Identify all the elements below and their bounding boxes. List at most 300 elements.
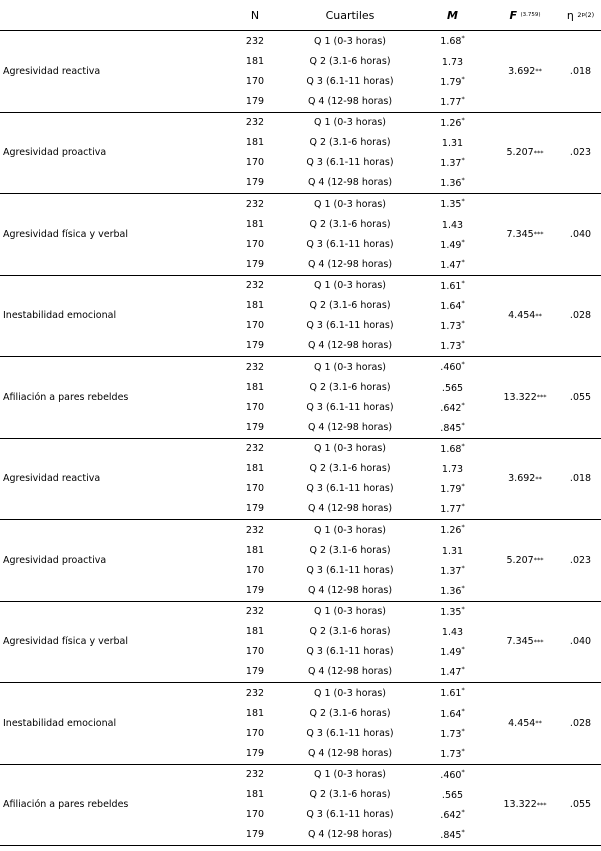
cell-n: 181: [245, 55, 265, 67]
f-value: 3.692: [508, 65, 536, 77]
cell-f: [490, 31, 560, 112]
cell-n: 232: [245, 35, 265, 47]
quartile-rows: [225, 113, 490, 194]
cell-n: 170: [245, 564, 265, 576]
cell-quartile: Q 1 (0-3 horas): [313, 117, 387, 129]
table-row: [225, 683, 490, 703]
cell-quartile: Q 1 (0-3 horas): [313, 280, 387, 292]
cell-quartile: Q 4 (12-98 horas): [307, 421, 393, 433]
table-row: [225, 560, 490, 580]
cell-mean: [415, 686, 490, 699]
cell-mean: [415, 727, 490, 740]
cell-n: 170: [245, 238, 265, 250]
cell-quartile: Q 3 (6.1-11 horas): [306, 646, 394, 658]
mean-value: 1.31: [441, 138, 464, 150]
mean-value: .460: [440, 770, 462, 782]
header-eta: [560, 0, 601, 30]
cell-quartile: Q 2 (3.1-6 horas): [309, 381, 391, 393]
mean-value: 1.64: [440, 708, 462, 720]
cell-mean: [415, 116, 490, 129]
cell-quartile: Q 4 (12-98 horas): [307, 503, 393, 515]
cell-n: 170: [245, 809, 265, 821]
table-group: [0, 31, 601, 113]
cell-quartile: Q 1 (0-3 horas): [313, 606, 387, 618]
significance-mark: *: [461, 34, 465, 43]
cell-mean: [415, 75, 490, 88]
cell-mean: [415, 218, 490, 231]
cell-quartile: Q 2 (3.1-6 horas): [309, 626, 391, 638]
cell-quartile: Q 4 (12-98 horas): [307, 666, 393, 678]
mean-value: 1.77: [440, 504, 462, 516]
cell-n: 179: [245, 258, 265, 270]
cell-n: 170: [245, 483, 265, 495]
cell-mean: [415, 788, 490, 801]
header-m: [415, 0, 490, 30]
header-eta-label: η: [566, 8, 574, 22]
header-m-label: M: [447, 8, 458, 22]
mean-value: 1.36: [440, 586, 462, 598]
table-row: [225, 234, 490, 254]
cell-n: 181: [245, 544, 265, 556]
table-row: [225, 520, 490, 540]
mean-value: 1.49: [440, 239, 462, 251]
cell-quartile: Q 2 (3.1-6 horas): [309, 707, 391, 719]
f-value: 13.322: [503, 391, 537, 403]
mean-value: 1.37: [440, 158, 462, 170]
cell-f: [490, 520, 560, 601]
cell-quartile: Q 2 (3.1-6 horas): [309, 789, 391, 801]
header-eta-sub: p: [581, 12, 585, 18]
significance-mark: *: [461, 319, 465, 328]
cell-n: 232: [245, 198, 265, 210]
cell-n: 179: [245, 503, 265, 515]
mean-value: .565: [441, 382, 464, 394]
table-group: [0, 357, 601, 439]
cell-quartile: Q 2 (3.1-6 horas): [309, 55, 391, 67]
table-row: [225, 254, 490, 274]
significance-mark: *: [461, 94, 465, 103]
table-row: [225, 113, 490, 133]
cell-mean: [415, 156, 490, 169]
f-significance: **: [535, 474, 542, 483]
mean-value: 1.73: [440, 749, 462, 761]
significance-mark: *: [461, 686, 465, 695]
cell-quartile: Q 1 (0-3 horas): [313, 769, 387, 781]
significance-mark: *: [461, 441, 465, 450]
quartile-rows: [225, 276, 490, 357]
cell-n: 181: [245, 626, 265, 638]
cell-mean: [415, 197, 490, 210]
cell-mean: [415, 564, 490, 577]
significance-mark: *: [461, 726, 465, 735]
quartile-rows: [225, 520, 490, 601]
significance-mark: *: [461, 706, 465, 715]
cell-n: 179: [245, 829, 265, 841]
cell-quartile: Q 3 (6.1-11 horas): [306, 75, 394, 87]
cell-n: 232: [245, 687, 265, 699]
variable-name: Agresividad proactiva: [3, 147, 107, 159]
cell-mean: [415, 299, 490, 312]
header-n: N: [250, 8, 260, 22]
cell-quartile: Q 3 (6.1-11 horas): [306, 564, 394, 576]
mean-value: 1.31: [441, 545, 464, 557]
significance-mark: *: [461, 828, 465, 837]
mean-value: 1.68: [440, 36, 462, 48]
significance-mark: *: [461, 156, 465, 165]
cell-mean: [415, 238, 490, 251]
f-significance: **: [535, 719, 542, 728]
cell-n: 179: [245, 421, 265, 433]
f-value: 4.454: [508, 310, 536, 322]
cell-eta: .018: [569, 473, 592, 485]
variable-name: Inestabilidad emocional: [3, 717, 117, 729]
cell-n: 232: [245, 443, 265, 455]
f-value: 7.345: [506, 228, 534, 240]
cell-mean: [415, 544, 490, 557]
cell-f: [490, 276, 560, 357]
cell-quartile: Q 4 (12-98 horas): [307, 95, 393, 107]
table-row: [225, 316, 490, 336]
f-value: 5.207: [506, 554, 534, 566]
mean-value: 1.73: [440, 728, 462, 740]
significance-mark: *: [461, 523, 465, 532]
cell-n: 179: [245, 340, 265, 352]
cell-n: 179: [245, 177, 265, 189]
cell-n: 181: [245, 381, 265, 393]
table-row: [225, 499, 490, 519]
mean-value: 1.73: [441, 464, 464, 476]
cell-n: 170: [245, 157, 265, 169]
cell-n: 181: [245, 218, 265, 230]
cell-mean: [415, 381, 490, 394]
table-row: [225, 397, 490, 417]
cell-quartile: Q 3 (6.1-11 horas): [306, 401, 394, 413]
mean-value: 1.47: [440, 667, 462, 679]
mean-value: 1.26: [440, 525, 462, 537]
table-row: [225, 662, 490, 682]
mean-value: 1.79: [440, 76, 462, 88]
cell-quartile: Q 1 (0-3 horas): [313, 687, 387, 699]
cell-n: 181: [245, 789, 265, 801]
quartile-rows: [225, 357, 490, 438]
cell-n: 232: [245, 117, 265, 129]
significance-mark: *: [461, 339, 465, 348]
table-group: [0, 765, 601, 847]
cell-quartile: Q 1 (0-3 horas): [313, 361, 387, 373]
mean-value: 1.68: [440, 444, 462, 456]
significance-mark: *: [461, 400, 465, 409]
quartile-rows: [225, 31, 490, 112]
variable-name: Afiliación a pares rebeldes: [3, 391, 129, 403]
cell-mean: [415, 279, 490, 292]
cell-n: 232: [245, 606, 265, 618]
table-group: [0, 683, 601, 765]
cell-eta: .040: [569, 228, 592, 240]
cell-mean: [415, 625, 490, 638]
cell-eta: .055: [569, 799, 592, 811]
mean-value: 1.73: [440, 321, 462, 333]
f-value: 13.322: [503, 799, 537, 811]
mean-value: 1.43: [441, 627, 464, 639]
cell-n: 181: [245, 300, 265, 312]
table-group: [0, 276, 601, 358]
cell-mean: [415, 523, 490, 536]
cell-mean: [415, 421, 490, 434]
table-body: [0, 31, 601, 846]
cell-n: 170: [245, 646, 265, 658]
cell-f: [490, 602, 560, 683]
cell-quartile: Q 2 (3.1-6 horas): [309, 218, 391, 230]
cell-eta: .023: [569, 554, 592, 566]
table-group: [0, 194, 601, 276]
cell-n: 232: [245, 769, 265, 781]
cell-mean: [415, 768, 490, 781]
f-value: 5.207: [506, 147, 534, 159]
cell-n: 179: [245, 666, 265, 678]
cell-n: 179: [245, 95, 265, 107]
cell-quartile: Q 3 (6.1-11 horas): [306, 809, 394, 821]
variable-name: Agresividad física y verbal: [3, 228, 128, 240]
cell-eta: .018: [569, 65, 592, 77]
table-row: [225, 31, 490, 51]
cell-n: 181: [245, 137, 265, 149]
f-significance: **: [535, 311, 542, 320]
table-row: [225, 336, 490, 356]
header-f-df: (3.759): [520, 12, 541, 18]
significance-mark: *: [461, 767, 465, 776]
significance-mark: *: [461, 808, 465, 817]
mean-value: 1.61: [440, 281, 462, 293]
mean-value: 1.43: [441, 219, 464, 231]
variable-name: Agresividad física y verbal: [3, 636, 128, 648]
table-row: [225, 153, 490, 173]
cell-mean: [415, 584, 490, 597]
cell-quartile: Q 1 (0-3 horas): [313, 198, 387, 210]
mean-value: 1.61: [440, 688, 462, 700]
f-significance: ***: [536, 393, 547, 402]
table-row: [225, 214, 490, 234]
cell-mean: [415, 808, 490, 821]
table-header: [0, 0, 601, 31]
significance-mark: *: [461, 74, 465, 83]
cell-f: [490, 765, 560, 846]
table-row: [225, 439, 490, 459]
cell-f: [490, 113, 560, 194]
cell-quartile: Q 1 (0-3 horas): [313, 524, 387, 536]
cell-mean: [415, 136, 490, 149]
significance-mark: *: [461, 360, 465, 369]
significance-mark: *: [461, 665, 465, 674]
header-f-label: F: [509, 8, 517, 22]
variable-name: Afiliación a pares rebeldes: [3, 799, 129, 811]
cell-mean: [415, 319, 490, 332]
cell-quartile: Q 3 (6.1-11 horas): [306, 483, 394, 495]
variable-name: Agresividad reactiva: [3, 65, 101, 77]
quartile-rows: [225, 602, 490, 683]
table-row: [225, 825, 490, 845]
table-row: [225, 743, 490, 763]
cell-mean: [415, 645, 490, 658]
table-row: [225, 133, 490, 153]
table-row: [225, 194, 490, 214]
cell-mean: [415, 401, 490, 414]
f-value: 7.345: [506, 636, 534, 648]
table-row: [225, 459, 490, 479]
mean-value: 1.64: [440, 301, 462, 313]
variable-name: Agresividad reactiva: [3, 473, 101, 485]
quartile-rows: [225, 439, 490, 520]
cell-quartile: Q 4 (12-98 horas): [307, 340, 393, 352]
cell-mean: [415, 95, 490, 108]
cell-n: 232: [245, 280, 265, 292]
table-row: [225, 540, 490, 560]
mean-value: 1.47: [440, 260, 462, 272]
table-row: [225, 602, 490, 622]
cell-mean: [415, 707, 490, 720]
cell-quartile: Q 4 (12-98 horas): [307, 177, 393, 189]
cell-quartile: Q 4 (12-98 horas): [307, 584, 393, 596]
cell-f: [490, 194, 560, 275]
cell-mean: [415, 747, 490, 760]
table-row: [225, 805, 490, 825]
significance-mark: *: [461, 237, 465, 246]
table-group: [0, 602, 601, 684]
cell-quartile: Q 3 (6.1-11 horas): [306, 320, 394, 332]
cell-n: 170: [245, 727, 265, 739]
cell-quartile: Q 2 (3.1-6 horas): [309, 463, 391, 475]
significance-mark: *: [461, 278, 465, 287]
cell-n: 181: [245, 463, 265, 475]
mean-value: 1.37: [440, 565, 462, 577]
cell-n: 232: [245, 524, 265, 536]
cell-quartile: Q 1 (0-3 horas): [313, 443, 387, 455]
significance-mark: *: [461, 420, 465, 429]
mean-value: .642: [440, 810, 462, 822]
header-eta-note: (2): [584, 11, 595, 19]
table-row: [225, 173, 490, 193]
significance-mark: *: [461, 502, 465, 511]
cell-quartile: Q 1 (0-3 horas): [313, 35, 387, 47]
significance-mark: *: [461, 645, 465, 654]
significance-mark: *: [461, 583, 465, 592]
table-row: [225, 276, 490, 296]
table-row: [225, 417, 490, 437]
cell-mean: [415, 258, 490, 271]
significance-mark: *: [461, 563, 465, 572]
cell-n: 170: [245, 75, 265, 87]
f-significance: ***: [536, 800, 547, 809]
cell-mean: [415, 339, 490, 352]
cell-mean: [415, 482, 490, 495]
table-row: [225, 91, 490, 111]
cell-quartile: Q 2 (3.1-6 horas): [309, 137, 391, 149]
cell-mean: [415, 605, 490, 618]
mean-value: 1.36: [440, 178, 462, 190]
variable-name: Inestabilidad emocional: [3, 310, 117, 322]
cell-eta: .023: [569, 147, 592, 159]
cell-mean: [415, 462, 490, 475]
cell-quartile: Q 3 (6.1-11 horas): [306, 727, 394, 739]
table-row: [225, 377, 490, 397]
table-row: [225, 723, 490, 743]
mean-value: 1.35: [440, 607, 462, 619]
cell-quartile: Q 4 (12-98 horas): [307, 258, 393, 270]
cell-n: 179: [245, 584, 265, 596]
table-row: [225, 785, 490, 805]
table-row: [225, 296, 490, 316]
header-eta-sup: 2: [577, 11, 582, 19]
cell-quartile: Q 3 (6.1-11 horas): [306, 238, 394, 250]
mean-value: .845: [440, 830, 462, 842]
variable-name: Agresividad proactiva: [3, 554, 107, 566]
cell-quartile: Q 4 (12-98 horas): [307, 829, 393, 841]
cell-mean: [415, 828, 490, 841]
cell-f: [490, 357, 560, 438]
significance-mark: *: [461, 257, 465, 266]
f-value: 3.692: [508, 473, 536, 485]
cell-n: 170: [245, 320, 265, 332]
cell-mean: [415, 176, 490, 189]
mean-value: 1.35: [440, 199, 462, 211]
table-group: [0, 439, 601, 521]
significance-mark: *: [461, 746, 465, 755]
cell-eta: .055: [569, 391, 592, 403]
cell-mean: [415, 360, 490, 373]
cell-mean: [415, 442, 490, 455]
header-variable: [0, 0, 225, 30]
f-significance: ***: [533, 556, 544, 565]
significance-mark: *: [461, 299, 465, 308]
cell-f: [490, 683, 560, 764]
cell-n: 232: [245, 361, 265, 373]
mean-value: .460: [440, 362, 462, 374]
cell-quartile: Q 2 (3.1-6 horas): [309, 300, 391, 312]
significance-mark: *: [461, 482, 465, 491]
cell-quartile: Q 2 (3.1-6 horas): [309, 544, 391, 556]
significance-mark: *: [461, 176, 465, 185]
cell-quartile: Q 3 (6.1-11 horas): [306, 157, 394, 169]
mean-value: 1.73: [440, 341, 462, 353]
cell-mean: [415, 665, 490, 678]
f-significance: ***: [533, 230, 544, 239]
f-significance: **: [535, 67, 542, 76]
cell-eta: .028: [569, 310, 592, 322]
table-row: [225, 703, 490, 723]
mean-value: 1.73: [441, 56, 464, 68]
header-cuartiles: Cuartiles: [325, 8, 375, 22]
mean-value: 1.77: [440, 97, 462, 109]
quartile-rows: [225, 194, 490, 275]
cell-n: 179: [245, 747, 265, 759]
mean-value: .845: [440, 423, 462, 435]
cell-eta: .028: [569, 717, 592, 729]
table-row: [225, 479, 490, 499]
cell-quartile: Q 4 (12-98 horas): [307, 747, 393, 759]
table-row: [225, 642, 490, 662]
table-row: [225, 765, 490, 785]
table-row: [225, 71, 490, 91]
cell-mean: [415, 502, 490, 515]
significance-mark: *: [461, 115, 465, 124]
cell-n: 170: [245, 401, 265, 413]
quartile-rows: [225, 683, 490, 764]
f-significance: ***: [533, 148, 544, 157]
cell-mean: [415, 55, 490, 68]
cell-mean: [415, 34, 490, 47]
mean-value: 1.49: [440, 647, 462, 659]
table-row: [225, 622, 490, 642]
f-significance: ***: [533, 637, 544, 646]
